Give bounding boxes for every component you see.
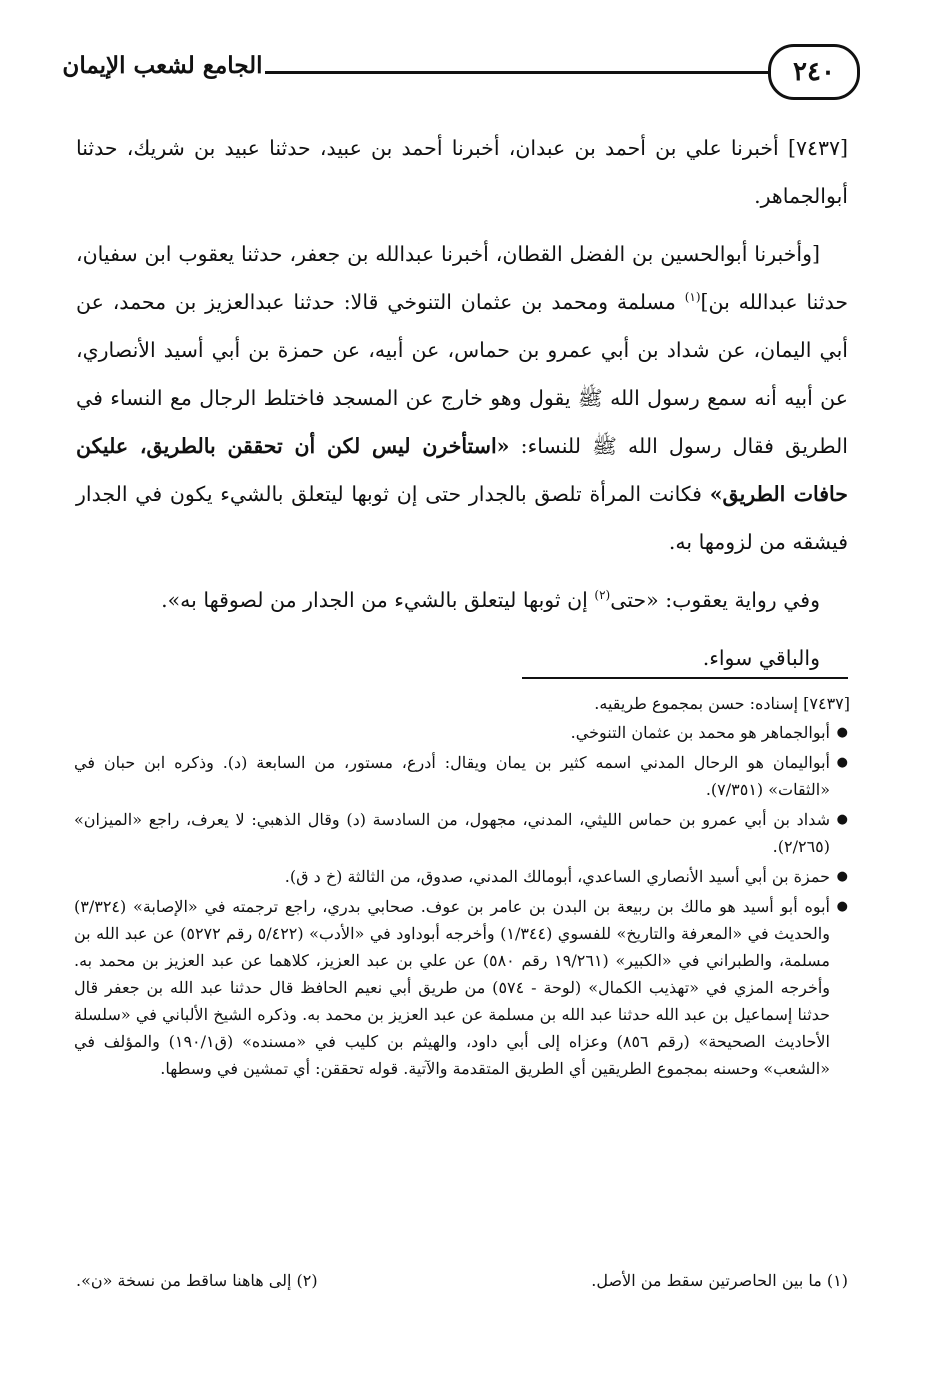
notes-divider bbox=[522, 677, 848, 679]
bullet-icon: ● bbox=[836, 812, 848, 827]
header-rule bbox=[265, 71, 768, 74]
narrator-note bbox=[74, 863, 850, 890]
footnote-2: (٢) إلى هاهنا ساقط من نسخة «ن». bbox=[76, 1271, 318, 1290]
narrator-note-text: شداد بن أبي عمرو بن حماس الليثي، المدني، مجهول، من السادسة (د) وقال الذهبي: لا يعرف، راجع «الميزان» (٢/٢٦٥). bbox=[74, 810, 831, 856]
isnad-grade-text: حسن بمجموع طريقيه. bbox=[594, 694, 750, 713]
bullet-icon: ● bbox=[836, 725, 848, 740]
remainder-note: والباقي سواء. bbox=[702, 646, 820, 670]
footnote-1: (١) ما بين الحاصرتين سقط من الأصل. bbox=[591, 1271, 848, 1290]
footnote-ref-1: (١) bbox=[684, 290, 701, 305]
narrator-note bbox=[74, 749, 850, 803]
hadith-matn: «استأخرن ليس لكن أن تحققن بالطريق، عليكن حافات الطريق» bbox=[76, 434, 848, 506]
variant-end: إن ثوبها ليتعلق بالشيء من الجدار من لصوقها به». bbox=[161, 588, 595, 612]
narrator-note-text: أبوالجماهر هو محمد بن عثمان التنوخي. bbox=[570, 723, 830, 742]
footnote-ref-2: (٢) bbox=[594, 588, 611, 603]
hadith-paragraph-2 bbox=[76, 230, 848, 566]
narrator-note-text: حمزة بن أبي أسيد الأنصاري الساعدي، أبومالك المدني، صدوق، من الثالثة (خ د ق). bbox=[284, 867, 830, 886]
isnad-grade-label: [٧٤٣٧] إسناده: bbox=[749, 694, 850, 713]
narrator-note-text: أبوه أبو أسيد هو مالك بن ربيعة بن البدن بن عامر بن عوف. صحابي بدري، راجع ترجمته في «الإصابة» (٣/٣٢٤) والحديث في «المعرفة والتاريخ» للفسوي (١/٣٤٤) وأخرجه أبوداود في «الأدب» (٥/٤٢٢ رقم ٥٢٧٢) عن عبد الله بن مسلمة، والطبراني في «الكبير» (١٩/٢٦١ رقم ٥٨٠) عن علي بن عبد العزيز، كلاهما عن عبد العزيز بن محمد به. وأخرجه المزي في «تهذيب الكمال» (لوحة - ٥٧٤) من طريق أبي نعيم الحافظ قال حدثنا عبد الله بن جعفر قال حدثنا إسماعيل بن عبد الله حدثنا عبد الله بن مسلمة عن عبد العزيز بن محمد به. وذكره الشيخ الألباني في «سلسلة الأحاديث الصحيحة» (رقم ٨٥٦) وعزاه إلى أبي داود، والهيثم بن كليب في «مسنده» (ق١٩٠/١) والمؤلف في «الشعب» وحسنه بمجموع الطريقين أي الطريق المتقدمة والآتية. قوله تحققن: أي تمشين في وسطها. bbox=[74, 897, 831, 1078]
variant-narration bbox=[76, 576, 848, 624]
takhrij-notes bbox=[74, 690, 850, 1085]
isnad-bracketed: [وأخبرنا أبوالحسين بن الفضل القطان، أخبرنا عبدالله بن جعفر، حدثنا يعقوب ابن سفيان، حدثنا عبدالله بن] bbox=[76, 242, 848, 314]
narrator-note bbox=[74, 806, 850, 860]
variant-start: وفي رواية يعقوب: «حتى bbox=[610, 588, 820, 612]
book-title: الجامع لشعب الإيمان bbox=[62, 52, 263, 79]
narrator-list bbox=[74, 719, 850, 1082]
narrator-note bbox=[74, 719, 850, 746]
hadith-ending: فكانت المرأة تلصق بالجدار حتى إن ثوبها ليتعلق بالشيء يكون في الجدار فيشقه من لزومها به. bbox=[76, 482, 848, 554]
main-text bbox=[76, 124, 848, 682]
narrator-note-text: أبواليمان هو الرحال المدني اسمه كثير بن يمان ويقال: أدرع، مستور، من السابعة (د). وذكره ابن حبان في «الثقات» (٧/٣٥١). bbox=[74, 753, 830, 799]
bullet-icon: ● bbox=[836, 755, 848, 770]
narrator-note bbox=[74, 893, 850, 1082]
bullet-icon: ● bbox=[836, 869, 848, 884]
page-number: ٢٤٠ bbox=[768, 44, 860, 100]
page-header bbox=[60, 38, 860, 108]
isnad-grade bbox=[74, 690, 850, 717]
bullet-icon: ● bbox=[836, 899, 848, 914]
footnotes bbox=[76, 1268, 848, 1294]
hadith-paragraph-1: [٧٤٣٧] أخبرنا علي بن أحمد بن عبدان، أخبرنا أحمد بن عبيد، حدثنا عبيد بن شريك، حدثنا أبوالجماهر. bbox=[76, 136, 848, 208]
isnad-continuation: مسلمة ومحمد بن عثمان التنوخي قالا: حدثنا عبدالعزيز بن محمد، عن أبي اليمان، عن شداد بن أبي عمرو بن حماس، عن أبيه، عن حمزة بن أبي أسيد الأنصاري، عن أبيه أنه سمع رسول الله ﷺ يقول وهو خارج عن المسجد فاختلط الرجال مع النساء في الطريق فقال رسول الله ﷺ للنساء: bbox=[76, 290, 848, 458]
